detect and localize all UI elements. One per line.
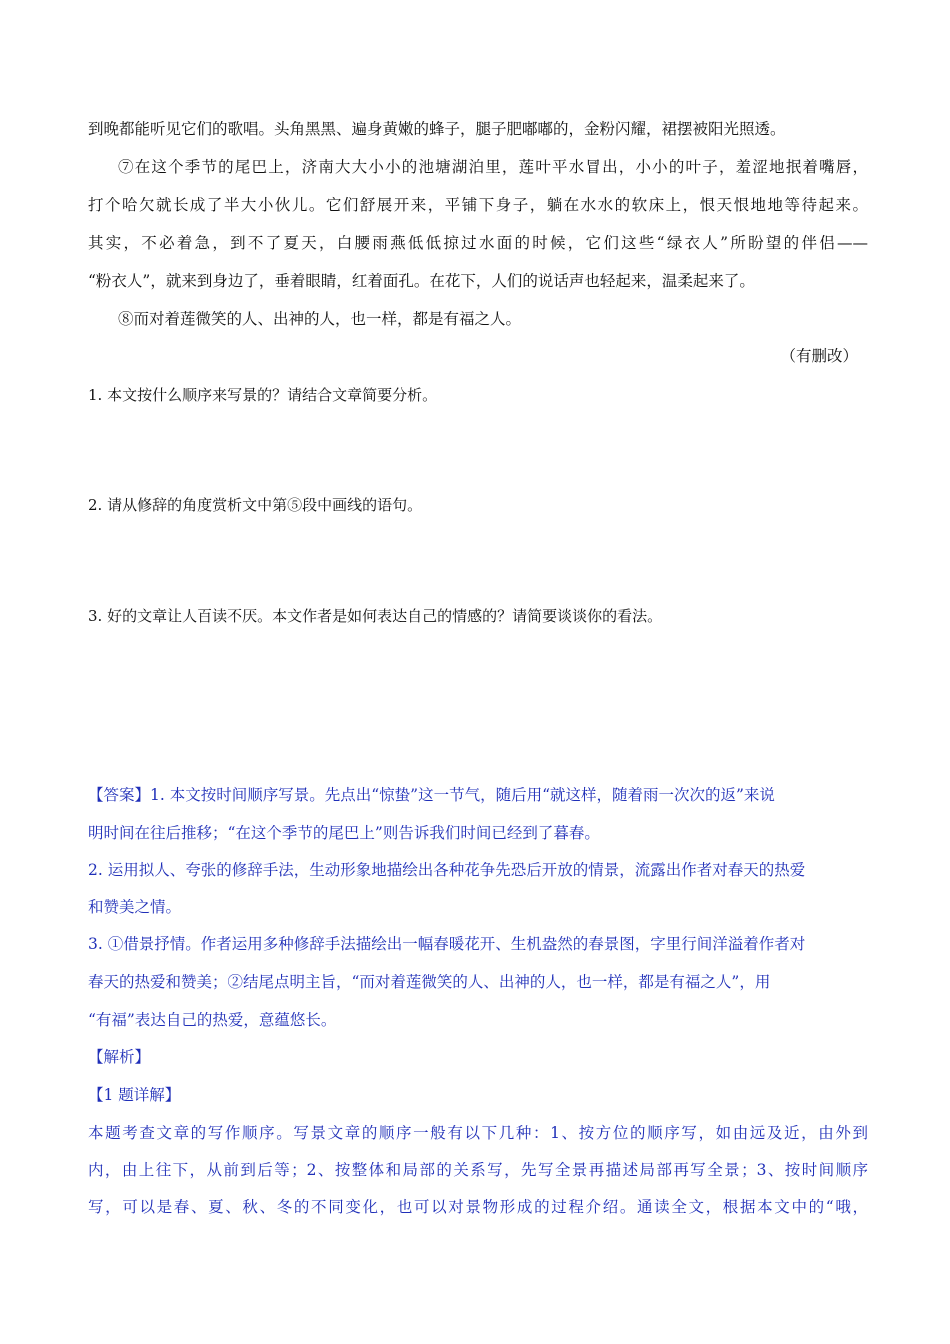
answer-tag: 【答案】: [88, 786, 151, 804]
passage-line: “粉衣人”，就来到身边了，垂着眼睛，红着面孔。在花下，人们的说话声也轻起来，温柔起来了。: [88, 272, 755, 290]
answer-line: 和赞美之情。: [88, 898, 182, 916]
question-1: 1. 本文按什么顺序来写景的？请结合文章简要分析。: [88, 386, 438, 404]
analysis-tag: 【解析】: [88, 1048, 151, 1066]
source-note: （有删改）: [780, 347, 858, 365]
answer-line: 3. ①借景抒情。作者运用多种修辞手法描绘出一幅春暖花开、生机盎然的春景图，字里行间洋溢着作者对: [88, 935, 806, 953]
answer-line: 明时间在往后推移；“在这个季节的尾巴上”则告诉我们时间已经到了暮春。: [88, 824, 600, 842]
answer-line: 春天的热爱和赞美；②结尾点明主旨，“而对着莲微笑的人、出神的人，也一样，都是有福之人”，用: [88, 973, 771, 991]
answer-line: 2. 运用拟人、夸张的修辞手法，生动形象地描绘出各种花争先恐后开放的情景，流露出作者对春天的热爱: [88, 861, 806, 879]
passage-line: 其实，不必着急，到不了夏天，白腰雨燕低低掠过水面的时候，它们这些“绿衣人”所盼望的伴侣——: [88, 234, 868, 252]
question-3: 3. 好的文章让人百读不厌。本文作者是如何表达自己的情感的？请简要谈谈你的看法。: [88, 607, 663, 625]
passage-paragraph-8: ⑧而对着莲微笑的人、出神的人，也一样，都是有福之人。: [118, 310, 522, 328]
analysis-line: 本题考查文章的写作顺序。写景文章的顺序一般有以下几种：1、按方位的顺序写，如由远及近，由外到: [88, 1124, 868, 1142]
passage-line: 到晚都能听见它们的歌唱。头角黑黑、遍身黄嫩的蜂子，腿子肥嘟嘟的，金粉闪耀，裙摆被阳光照透。: [88, 120, 786, 138]
passage-paragraph-7: ⑦在这个季节的尾巴上，济南大大小小的池塘湖泊里，莲叶平水冒出，小小的叶子，羞涩地抿着嘴唇，: [118, 158, 868, 176]
answer-line: “有福”表达自己的热爱，意蕴悠长。: [88, 1011, 337, 1029]
analysis-line: 内，由上往下，从前到后等；2、按整体和局部的关系写，先写全景再描述局部再写全景；3、按时间顺序: [88, 1161, 868, 1179]
analysis-subtag: 【1 题详解】: [88, 1086, 181, 1104]
analysis-line: 写，可以是春、夏、秋、冬的不同变化，也可以对景物形成的过程介绍。通读全文，根据本文中的“哦，: [88, 1198, 868, 1216]
question-2: 2. 请从修辞的角度赏析文中第⑤段中画线的语句。: [88, 496, 423, 514]
passage-line: 打个哈欠就长成了半大小伙儿。它们舒展开来，平铺下身子，躺在水水的软床上，恨天恨地地等待起来。: [88, 196, 868, 214]
answer-line: 【答案】1. 本文按时间顺序写景。先点出“惊蛰”这一节气，随后用“就这样，随着雨一次次的返”来说: [88, 786, 775, 804]
